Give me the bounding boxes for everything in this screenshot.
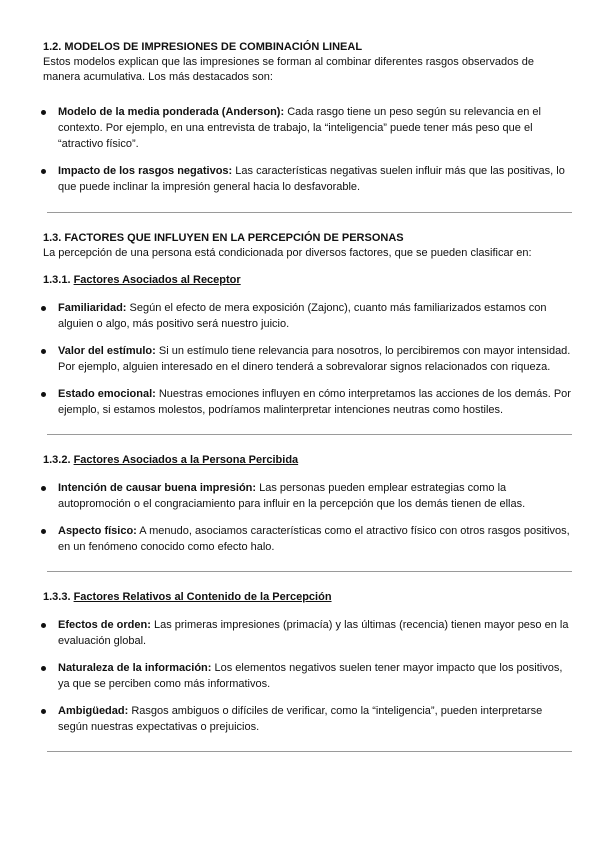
item-text: Las características negativas suelen influir más que las positivas, lo que puede inclinar la impresión general hacia lo desfavorable. <box>58 165 565 193</box>
item-term: Efectos de orden: <box>58 619 151 631</box>
bullet-icon <box>41 623 46 628</box>
subsection-heading <box>43 590 573 605</box>
list-item <box>43 480 573 512</box>
section-1-3-3 <box>43 590 573 735</box>
bullet-icon <box>41 349 46 354</box>
subsection-title: Factores Asociados a la Persona Percibida <box>73 454 299 466</box>
item-text: Las personas pueden emplear estrategias como la autopromoción o el congraciamiento para influir en la percepción que los demás tienen de ellas. <box>58 482 526 510</box>
item-term: Familiaridad: <box>58 302 127 314</box>
item-term: Naturaleza de la información: <box>58 662 212 674</box>
list-item <box>43 104 573 152</box>
subsection-number: 1.3.3. <box>43 591 74 603</box>
bullet-icon <box>41 486 46 491</box>
subsection-number: 1.3.1. <box>43 274 74 286</box>
section-1-2 <box>43 40 573 195</box>
item-term: Aspecto físico: <box>58 525 137 537</box>
divider <box>47 212 572 213</box>
item-text: A menudo, asociamos características como el atractivo físico con otros rasgos positivos, en un fenómeno conocido como efecto halo. <box>58 525 570 553</box>
bullet-list <box>43 300 573 418</box>
item-term: Modelo de la media ponderada (Anderson): <box>58 106 285 118</box>
bullet-icon <box>41 666 46 671</box>
subsection-number: 1.3.2. <box>43 454 74 466</box>
list-item <box>43 163 573 195</box>
section-heading: 1.3. FACTORES QUE INFLUYEN EN LA PERCEPCIÓN DE PERSONAS <box>43 232 404 244</box>
bullet-icon <box>41 306 46 311</box>
bullet-icon <box>41 392 46 397</box>
section-1-3-2 <box>43 453 573 555</box>
item-text: Nuestras emociones influyen en cómo interpretamos las acciones de los demás. Por ejemplo, si estamos molestos, podríamos malinterpretar intenciones neutras como hostiles. <box>58 388 571 416</box>
bullet-icon <box>41 169 46 174</box>
item-term: Ambigüedad: <box>58 705 129 717</box>
list-item <box>43 703 573 735</box>
divider <box>47 751 572 752</box>
item-term: Impacto de los rasgos negativos: <box>58 165 233 177</box>
list-item <box>43 617 573 649</box>
bullet-icon <box>41 110 46 115</box>
bullet-list <box>43 617 573 735</box>
item-term: Estado emocional: <box>58 388 156 400</box>
document-page <box>43 40 573 752</box>
list-item <box>43 300 573 332</box>
bullet-list <box>43 480 573 555</box>
item-text: Las primeras impresiones (primacía) y las últimas (recencia) tienen mayor peso en la evaluación global. <box>58 619 569 647</box>
section-1-3 <box>43 231 573 261</box>
subsection-heading <box>43 453 573 468</box>
bullet-list <box>43 104 573 195</box>
item-text: Los elementos negativos suelen tener mayor impacto que los positivos, ya que se perciben como más informativos. <box>58 662 563 690</box>
section-1-3-1 <box>43 273 573 418</box>
item-text: Si un estímulo tiene relevancia para nosotros, lo percibiremos con mayor intensidad. Por ejemplo, alguien interesado en el dinero tenderá a sobrevalorar signos relacionados con riqueza. <box>58 345 571 373</box>
section-intro: Estos modelos explican que las impresiones se forman al combinar diferentes rasgos observados de manera acumulativa. Los más destacados son: <box>43 56 534 83</box>
subsection-title: Factores Asociados al Receptor <box>73 274 241 286</box>
list-item <box>43 343 573 375</box>
item-text: Según el efecto de mera exposición (Zajonc), cuanto más familiarizados estamos con alguien o algo, más positivo será nuestro juicio. <box>58 302 547 330</box>
item-text: Rasgos ambiguos o difíciles de verificar, como la “inteligencia”, pueden interpretarse según nuestras expectativas o prejuicios. <box>58 705 543 733</box>
list-item <box>43 660 573 692</box>
divider <box>47 571 572 572</box>
subsection-title: Factores Relativos al Contenido de la Percepción <box>73 591 332 603</box>
list-item <box>43 523 573 555</box>
item-term: Valor del estímulo: <box>58 345 156 357</box>
bullet-icon <box>41 529 46 534</box>
divider <box>47 434 572 435</box>
bullet-icon <box>41 709 46 714</box>
section-intro: La percepción de una persona está condicionada por diversos factores, que se pueden clasificar en: <box>43 247 532 259</box>
subsection-heading <box>43 273 573 288</box>
item-text: Cada rasgo tiene un peso según su relevancia en el contexto. Por ejemplo, en una entrevista de trabajo, la “inteligencia” puede tener más peso que el “atractivo físico”. <box>58 106 541 150</box>
section-heading: 1.2. MODELOS DE IMPRESIONES DE COMBINACIÓN LINEAL <box>43 41 363 53</box>
item-term: Intención de causar buena impresión: <box>58 482 257 494</box>
list-item <box>43 386 573 418</box>
